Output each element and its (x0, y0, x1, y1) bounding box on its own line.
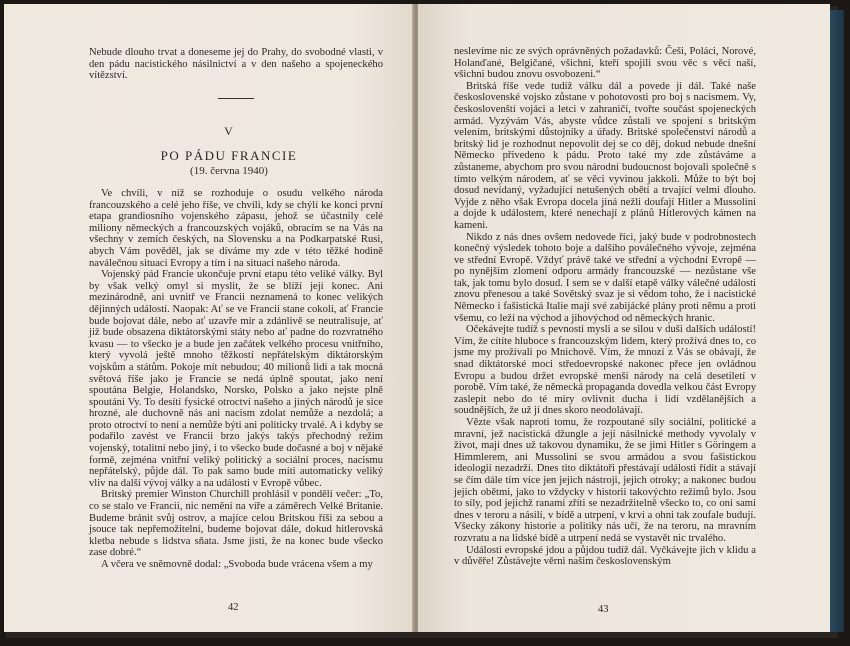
paragraph: Nikdo z nás dnes ovšem nedovede říci, jaký bude v podrobnostech konečný výsledek tohoto boje a dalšího poválečného vývoje, zejména ve střední Evropě. Vždyť právě také ve střední a východní Evropě — po nynějším zlomení odporu armády francouzské — nezůstane vše tak, jak tomu bylo dosud. I sem se v další etapě války válečné události znovu přenesou a také Sovětský svaz je si vědom toho, že i nacistické Německo i fašistická Italie mají své zabijácké plány proti němu a proti všemu, co leží na východ a jihovýchod od německých hranic. (454, 231, 756, 324)
opening-paragraph: Nebude dlouho trvat a doneseme jej do Prahy, do svobodné vlasti, v den pádu nacistického násilnictví a v den našeho a spojeneckého vítězství. (89, 47, 383, 82)
paragraph: Očekávejte tudíž s pevností mysli a se silou v duši dalších událostí! Vím, že cítíte hluboce s francouzským lidem, který prožívá dnes to, co jsme my prožívali po Mnichově. Vím, že mnozí z Vás se obávají, že snad diktátorské moci středoevropské nakonec přece jen ovládnou Evropu a budou držet evropské menší národy na celá desetiletí v porobě. Vím také, že německá propaganda dovedla velkou část Evropy zaslepit nebo do té míry ovlivnit ducha i lidí vzdělanějších a soudnějších, že už jí dnes skoro neodolávají. (454, 324, 756, 417)
paragraph: A včera ve sněmovně dodal: „Svoboda bude vrácena všem a my (101, 559, 373, 570)
chapter-title: PO PÁDU FRANCIE (160, 148, 298, 163)
book-cover-edge (830, 10, 844, 632)
page-number-left: 42 (228, 602, 239, 613)
paragraph: Britská říše vede tudíž válku dál a povede ji dál. Také naše československé vojsko zůstane v pohotovosti pro boj s nacismem. Vy, českoslovenští vojáci a letci v zahraničí, tvořte součást spojeneckých armád. Vyzývám Vás, abyste vůdce zůstali ve spojení s britským velením, britskými důstojníky a úřady. Britské společenství národů a britský lid je rozhodnut nepovolit dej se co děj, dokud nebude dnešní Německo přivedeno k pádu. Proto také my zde zůstáváme a zůstaneme, abychom pro svou národní budoucnost bojovali společně s tímto velkým národem, ať se věci vyvinou jakkoli. Může to být boj dosud nevídaný, vyžadující netušených obětí a trvající velmi dlouho. Vyjde z něho však Evropa docela jiná nežli doufají Hitler a Mussolini a dojde k událostem, které nenechají z plánů Hitlerových kámen na kameni. (454, 80, 756, 231)
left-opening-text (89, 47, 383, 82)
paragraph: Ve chvíli, v níž se rozhoduje o osudu velkého národa francouzského a celé jeho říše, ve chvíli, kdy se chýlí ke konci první etapa grandiosního vojenského zápasu, jehož se účastnily celé miliony německých a francouzských vojáků, obracím se na Vás na všechny v zemích českých, na Slovensku a na Podkarpatské Rusi, abych Vám pověděl, jak se díváme my zde v této těžké hodině naválečnou situaci Evropy a tím i na situaci našeho národa. (89, 188, 383, 269)
chapter-date: (19. června 1940) (190, 165, 268, 177)
paragraph: neslevíme nic ze svých oprávněných požadavků: Češi, Poláci, Norové, Holanďané, Belgičané, všichni, kteří spojili svou věc s věcí naší, všichni budou znovu osvobozeni.“ (454, 46, 756, 81)
left-body-text (89, 188, 383, 571)
paragraph: Vězte však naproti tomu, že rozpoutané síly sociální, politické a mravní, jež nacistická džungle a její násilnické methody vyvolaly v život, mají dnes už takovou dynamiku, že se jimi Hitler s Göringem a Himmlerem, ani Mussolini se svou armádou a svou fašistickou ideologií nezadrží. Dnes tito diktátoři přestávají události řídit a stávají se čím dále tím více jen jejich nástroji, jejich otroky; a nakonec budou jejich obětmi, jako to vždycky v historii takovýchto režimů bylo. Jsou to síly, pod jejichž ranami zříti se nezadržitelně všecko to, co oni sami dnes v teroru a násilí, v bídě a utrpení, v krvi a ohni tak zoufale budují. Všecky zákony historie a politiky nás učí, že na teroru, na mravním rozvratu a na lidské bídě a utrpení nedá se vystavět nic trvalého. (454, 417, 756, 544)
right-page (418, 4, 830, 632)
right-body-text (454, 46, 756, 568)
left-page (4, 4, 414, 632)
chapter-number: V (224, 124, 234, 138)
paragraph: Britský premier Winston Churchill prohlásil v pondělí večer: „To, co se stalo ve Francii, nic nemění na víře a záměrech Velké Britanie. Budeme bránit svůj ostrov, a majíce celou Britskou říši za sebou a jsouce tak nepřemožitelní, budeme bojovat dále, dokud hitlerovská kletba nebude s lidstva sňata. Jsme jisti, že na konec bude všecko zase dobré.“ (89, 489, 383, 559)
paragraph: Vojenský pád Francie ukončuje první etapu této veliké války. Byl by však velký omyl si myslit, že se blíží její konec. Ani mezinárodně, ani uvnitř ve Francii neznamená to konec velikých dějinných událostí. Naopak: Ať se ve Francii stane cokoli, ať Francie bude bojovat dále, nebo ať uzavře mír a zdánlivě se neutralisuje, ať již bude obsazena diktátorskými státy nebo ať padne do rozvratného kvasu — to všecko je a bude jen začátek velkého procesu vnitřního, který vyvolá ještě mnoho těžkostí nepřátelským diktátorským vojskům a státům. Pokoje mít nebudou; 40 milionů lidí a tak mocná světová říše jako je Francie se nedá úplně spoutat, jako není spoutána Belgie, Holandsko, Norsko, Polsko a jako nejste plně spoutáni Vy. To desítí fysické otroctví našeho a jiných národů je sice hrozné, ale duchovně nás ani nacism zdolat nemůže a nezdolá; a proto otroctví to není a nemůže býti ani politicky trvalé. A i kdyby se podařilo zavést ve Francii brzo jakýs takýs přechodný režim vojenský, totalitní nebo jiný, i to všecko bude dočasné a boj v nějaké formě, zejména vnitřní veliký politický a sociální proces, nacismu nepřátelský, půjde dál. To pak samo bude míti automaticky veliký vliv na další vývoj války a na události v Evropě vůbec. (89, 269, 383, 489)
page-number-right: 43 (598, 604, 609, 615)
paragraph: Události evropské jdou a půjdou tudíž dál. Vyčkávejte jich v klidu a v důvěře! Zůstávejte věrni našim československým (454, 544, 756, 568)
chapter-divider (218, 98, 254, 99)
